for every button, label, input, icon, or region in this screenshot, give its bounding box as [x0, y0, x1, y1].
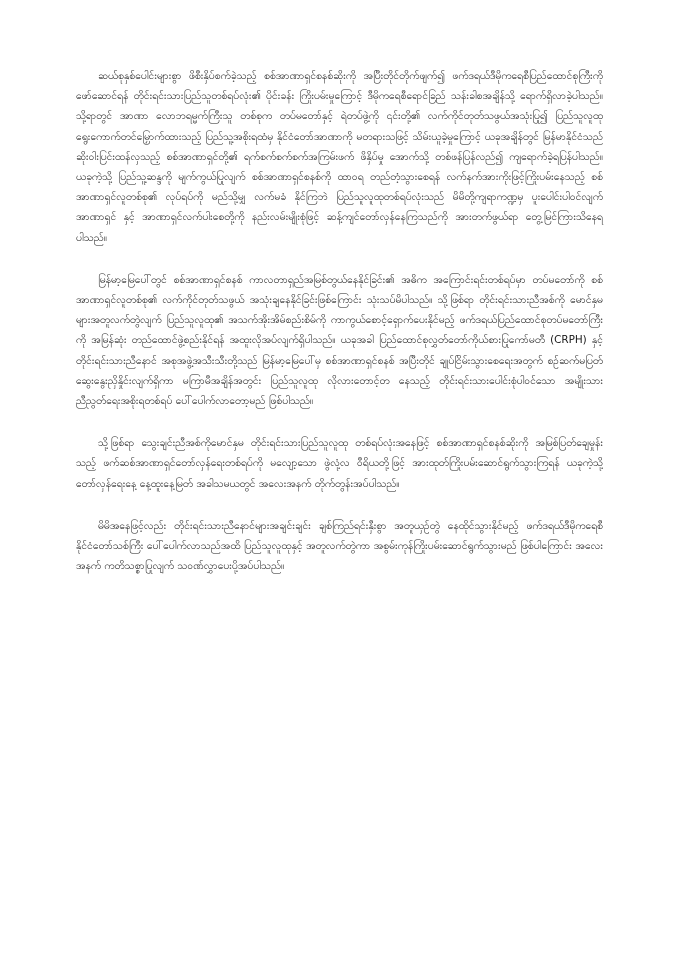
body-paragraph-3: သို့ဖြစ်ရာ သွေးချင်းညီအစ်ကိုမောင်နှမ တိုင်းရင်းသားပြည်သူလူထု တစ်ရပ်လုံးအနေဖြင့် စစ်အာဏာရှင်စနစ်ဆိုးကို အမြစ်ပြတ်ချေမှုန်းသည့် ဖက်ဆစ်အာဏာရှင်တော်လှန်ရေးတစ်ရပ်ကို မလျော့သော ဖွဲလုံ့လ ဝီရိယတို့ဖြင့် အားထုတ်ကြိုးပမ်းဆောင်ရွက်သွားကြရန် ယခုကဲ့သို့ တော်လှန်ရေးနေ့ နေ့ထူးနေ့မြတ် အခါသမယတွင် အလေးအနက် တိုက်တွန်းအပ်ပါသည်။	[76, 437, 603, 490]
body-paragraph-1: ဆယ်စုနှစ်ပေါင်းများစွာ ဖိစီးနှိပ်စက်ခဲ့သည့် စစ်အာဏာရှင်စနစ်ဆိုးကို အပြီးတိုင်တိုက်ဖျက်၍ ဖက်ဒရယ်ဒီမိုကရေစီပြည်ထောင်စုကြီးကို ဖော်ဆောင်ရန် တိုင်းရင်းသားပြည်သူတစ်ရပ်လုံး၏ ပိုင်းခန်း ကြိုးပမ်းမှုကြောင့် ဒီမိုကရေစီရောင်ခြည် သန်းခါစအချိန်သို့ ရောက်ရှိလာခဲ့ပါသည်။ သို့ရာတွင် အာဏာ လောဘရမ္မက်ကြီးသူ တစ်စုက တပ်မတော်နှင့် ရဲတပ်ဖွဲ့ကို ၎င်းတို့၏ လက်ကိုင်တုတ်သဖွယ်အသုံးပြု၍ ပြည်သူလူထု ရွေးကောက်တင်မြှောက်ထားသည့် ပြည်သူ့အစိုးရထံမှ နိုင်ငံတော်အာဏာကို မတရားသဖြင့် သိမ်းယူခဲ့မှုကြောင့် ယခုအချိန်တွင် မြန်မာနိုင်ငံသည် ဆိုးဝါးပြင်းထန်လှသည့် စစ်အာဏာရှင်တို့၏ ရက်စက်စက်စက်အကြမ်းဖက် ဖိနှိပ်မှု အောက်သို့ တစ်ဖန်ပြန်လည်၍ ကျရောက်ခဲ့ရပြန်ပါသည်။ ယခုကဲ့သို့ ပြည်သူ့ဆန္ဒကို မျက်ကွယ်ပြုလျက် စစ်အာဏာရှင်စနစ်ကို ထာဝရ တည်တံ့သွားစေရန် လက်နက်အားကိုးဖြင့်ကြိုးပမ်းနေသည့် စစ်အာဏာရှင်လူတစ်စု၏ လုပ်ရပ်ကို မည်သို့မျှ လက်မခံ နိုင်ကြဘဲ ပြည်သူလူထုတစ်ရပ်လုံးသည် မိမိတို့ကျရာကဏ္ဍမှ ပူးပေါင်းပါဝင်လျက် အာဏာရှင် နှင့် အာဏာရှင်လက်ပါးစေတို့ကို နည်းလမ်းမျိုးစုံဖြင့် ဆန့်ကျင်တော်လှန်နေကြသည်ကို အားတက်ဖွယ်ရာ တွေ့မြင်ကြားသိနေရပါသည်။	[76, 70, 603, 244]
body-paragraph-2: မြန်မာ့မြေပေါ်တွင် စစ်အာဏာရှင်စနစ် ကာလတာရှည်အမြစ်တွယ်နေနိုင်ခြင်း၏ အဓိက အကြောင်းရင်းတစ်ရပ်မှာ တပ်မတော်ကို စစ်အာဏာရှင်လူတစ်စု၏ လက်ကိုင်တုတ်သဖွယ် အသုံးချနေနိုင်ခြင်းဖြစ်ကြောင်း သုံးသပ်မိပါသည်။ သို့ဖြစ်ရာ တိုင်းရင်းသားညီအစ်ကို မောင်နှမ များအတူလက်တွဲလျက် ပြည်သူလူထု၏ အသက်အိုးအိမ်စည်းစိမ်ကို ကာကွယ်စောင့်ရှောက်ပေးနိုင်မည့် ဖက်ဒရယ်ပြည်ထောင်စုတပ်မတော်ကြီးကို အမြန်ဆုံး တည်ထောင်ဖွဲ့စည်းနိုင်ရန် အထူးလိုအပ်လျက်ရှိပါသည်။ ယခုအခါ ပြည်ထောင်စုလွှတ်တော်ကိုယ်စားပြုကော်မတီ (CRPH) နှင့် တိုင်းရင်းသားညီနောင် အစုအဖွဲ့အသီးသီးတို့သည် မြန်မာ့မြေပေါ်မှ စစ်အာဏာရှင်စနစ် အပြီးတိုင် ချုပ်ငြိမ်းသွားစေရေးအတွက် စဉ်ဆက်မပြတ် ဆွေးနွေးညှိနှိုင်းလျက်ရှိကာ မကြာမီအချိန်အတွင်း ပြည်သူလူထု လိုလားတောင့်တ နေသည့် တိုင်းရင်းသားပေါင်းစုံပါဝင်သော အမျိုးသားညီညွတ်ရေးအစိုးရတစ်ရပ် ပေါ်ပေါက်လာတော့မည် ဖြစ်ပါသည်။	[76, 273, 603, 408]
body-paragraph-4: မိမိအနေဖြင့်လည်း တိုင်းရင်းသားညီနောင်များအချင်းချင်း ချစ်ကြည်ရင်းနှီးစွာ အတူယှဉ်တွဲ နေထိုင်သွားနိုင်မည့် ဖက်ဒရယ်ဒီမိုကရေစီနိုင်ငံတော်သစ်ကြီး ပေါ်ပေါက်လာသည်အထိ ပြည်သူလူထုနှင့် အတူလက်တွဲကာ အစွမ်းကုန်ကြိုးပမ်းဆောင်ရွက်သွားမည် ဖြစ်ပါကြောင်း အလေးအနက် ကတိသစ္စာပြုလျက် သဝဏ်လွှာပေးပို့အပ်ပါသည်။	[76, 519, 603, 573]
